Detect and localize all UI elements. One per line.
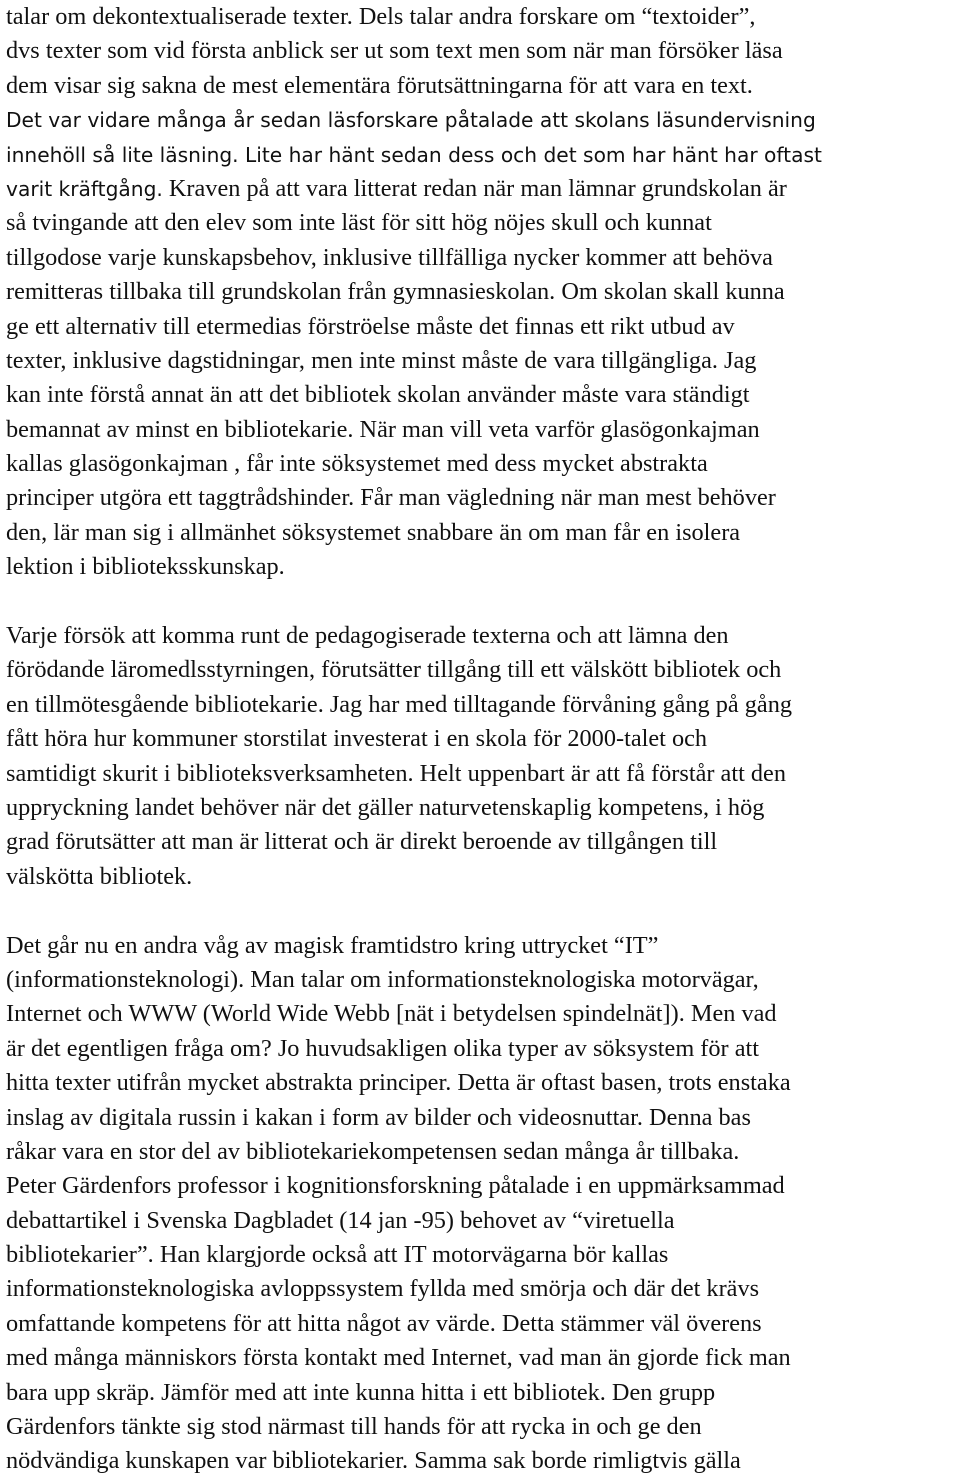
text-segment: informationsteknologiska avloppssystem fyllda med smörja och där det krävs bbox=[6, 1275, 760, 1303]
text-line bbox=[6, 1066, 956, 1100]
text-segment: uppryckning landet behöver när det gäller naturvetenskaplig kompetens, i hög bbox=[6, 793, 765, 821]
paragraph-gap bbox=[6, 894, 956, 928]
text-line bbox=[6, 103, 956, 137]
text-segment: varit kräftgång. bbox=[6, 176, 163, 201]
document-page bbox=[6, 0, 956, 1479]
text-line bbox=[6, 1272, 956, 1306]
paragraph-1 bbox=[6, 0, 956, 585]
text-segment: Peter Gärdenfors professor i kognitionsforskning påtalade i en uppmärksammad bbox=[6, 1172, 785, 1200]
text-line bbox=[6, 0, 956, 34]
text-line bbox=[6, 1410, 956, 1444]
text-line bbox=[6, 344, 956, 378]
text-segment: ge ett alternativ till etermedias förströelse måste det finnas ett rikt utbud av bbox=[6, 312, 735, 340]
paragraph-3 bbox=[6, 929, 956, 1479]
text-segment: en tillmötesgående bibliotekarie. Jag har med tilltagande förvåning gång på gång bbox=[6, 690, 793, 718]
text-line bbox=[6, 791, 956, 825]
text-segment: kallas glasögonkajman , får inte söksystemet med dess mycket abstrakta bbox=[6, 450, 708, 478]
text-segment: omfattande kompetens för att hitta något av värde. Detta stämmer väl överens bbox=[6, 1309, 762, 1337]
text-line bbox=[6, 1169, 956, 1203]
text-line bbox=[6, 825, 956, 859]
text-line bbox=[6, 688, 956, 722]
text-line bbox=[6, 378, 956, 412]
text-line bbox=[6, 1341, 956, 1375]
text-line bbox=[6, 1135, 956, 1169]
text-line bbox=[6, 997, 956, 1031]
text-segment: Det går nu en andra våg av magisk framtidstro kring uttrycket “IT” bbox=[6, 931, 659, 959]
text-line bbox=[6, 241, 956, 275]
text-line bbox=[6, 206, 956, 240]
text-line bbox=[6, 516, 956, 550]
text-line bbox=[6, 69, 956, 103]
text-segment: förödande läromedlsstyrningen, förutsätter tillgång till ett välskött bibliotek och bbox=[6, 656, 782, 684]
text-segment: Om skolan skall kunna bbox=[555, 278, 785, 306]
text-line bbox=[6, 172, 956, 206]
text-segment: bibliotekarier”. Han klargjorde också att IT motorvägarna bör kallas bbox=[6, 1241, 669, 1269]
text-segment: kan inte förstå annat än att det bibliotek skolan använder måste vara ständigt bbox=[6, 381, 750, 409]
text-line bbox=[6, 1101, 956, 1135]
text-segment: (informationsteknologi). Man talar om informationsteknologiska motorvägar, bbox=[6, 965, 759, 993]
text-line bbox=[6, 757, 956, 791]
text-line bbox=[6, 481, 956, 515]
text-line bbox=[6, 1307, 956, 1341]
text-segment: Det var vidare många år sedan läsforskare påtalade att skolans läsundervisning bbox=[6, 108, 816, 133]
text-line bbox=[6, 138, 956, 172]
text-segment: lektion i biblioteksskunskap. bbox=[6, 553, 285, 581]
text-line bbox=[6, 963, 956, 997]
text-segment: den, lär man sig i allmänhet söksystemet snabbare än om man får en isolera bbox=[6, 518, 741, 546]
text-segment: Internet och WWW (World Wide Webb [nät i betydelsen spindelnät]). Men vad bbox=[6, 1000, 777, 1028]
text-segment: dvs texter som vid första anblick ser ut som text men som när man försöker läsa bbox=[6, 37, 783, 65]
text-line bbox=[6, 310, 956, 344]
paragraph-gap bbox=[6, 585, 956, 619]
text-segment: är det egentligen fråga om? Jo huvudsakligen olika typer av söksystem för att bbox=[6, 1034, 759, 1062]
text-line bbox=[6, 34, 956, 68]
text-line bbox=[6, 413, 956, 447]
text-line bbox=[6, 929, 956, 963]
text-segment: remitteras tillbaka till grundskolan från gymnasieskolan. bbox=[6, 278, 556, 306]
text-segment: hitta texter utifrån mycket abstrakta principer. Detta är oftast basen, trots enstaka bbox=[6, 1069, 791, 1097]
text-line bbox=[6, 550, 956, 584]
text-segment: nödvändiga kunskapen var bibliotekarier. Samma sak borde rimligtvis gälla bbox=[6, 1447, 741, 1475]
text-segment: välskötta bibliotek. bbox=[6, 862, 193, 890]
paragraph-2 bbox=[6, 619, 956, 894]
text-line bbox=[6, 619, 956, 653]
text-line bbox=[6, 860, 956, 894]
text-segment: fått höra hur kommuner storstilat investerat i en skola för 2000-talet och bbox=[6, 725, 708, 753]
text-segment: bemannat av minst en bibliotekarie. När man vill veta varför glasögonkajman bbox=[6, 415, 760, 443]
text-segment: innehöll så lite läsning. Lite har hänt sedan dess och det som har hänt har oftast bbox=[6, 142, 822, 167]
text-line bbox=[6, 653, 956, 687]
text-segment: tillgodose varje kunskapsbehov, inklusive tillfälliga nycker kommer att behöva bbox=[6, 243, 773, 271]
text-segment: Kraven på att vara litterat redan när man lämnar grundskolan är bbox=[162, 174, 787, 202]
text-segment: samtidigt skurit i biblioteksverksamheten. Helt uppenbart är att få förstår att den bbox=[6, 759, 786, 787]
text-line bbox=[6, 275, 956, 309]
text-segment: så tvingande att den elev som inte läst för sitt hög nöjes skull och kunnat bbox=[6, 209, 712, 237]
text-segment: talar om dekontextualiserade texter. Dels talar andra forskare om “textoider”, bbox=[6, 3, 756, 30]
text-line bbox=[6, 1376, 956, 1410]
text-segment: grad förutsätter att man är litterat och är direkt beroende av tillgången till bbox=[6, 828, 718, 856]
text-line bbox=[6, 447, 956, 481]
text-segment: debattartikel i Svenska Dagbladet (14 jan -95) behovet av “viretuella bbox=[6, 1206, 675, 1234]
text-line bbox=[6, 1444, 956, 1478]
text-segment: med många människors första kontakt med Internet, vad man än gjorde fick man bbox=[6, 1344, 791, 1372]
text-segment: inslag av digitala russin i kakan i form av bilder och videosnuttar. Denna bas bbox=[6, 1103, 751, 1131]
text-segment: bara upp skräp. Jämför med att inte kunna hitta i ett bibliotek. Den grupp bbox=[6, 1378, 716, 1406]
text-segment: Varje försök att komma runt de pedagogiserade texterna och att lämna den bbox=[6, 622, 729, 650]
text-segment: dem visar sig sakna de mest elementära förutsättningarna för att vara en text. bbox=[6, 71, 753, 99]
text-segment: texter, inklusive dagstidningar, men inte minst måste de vara tillgängliga. Jag bbox=[6, 346, 757, 374]
text-line bbox=[6, 1204, 956, 1238]
text-segment: Gärdenfors tänkte sig stod närmast till hands för att rycka in och ge den bbox=[6, 1413, 702, 1441]
text-segment: råkar vara en stor del av bibliotekariekompetensen sedan många år tillbaka. bbox=[6, 1137, 740, 1165]
text-segment: principer utgöra ett taggtrådshinder. Får man vägledning när man mest behöver bbox=[6, 484, 776, 512]
text-line bbox=[6, 1032, 956, 1066]
text-line bbox=[6, 722, 956, 756]
text-line bbox=[6, 1238, 956, 1272]
